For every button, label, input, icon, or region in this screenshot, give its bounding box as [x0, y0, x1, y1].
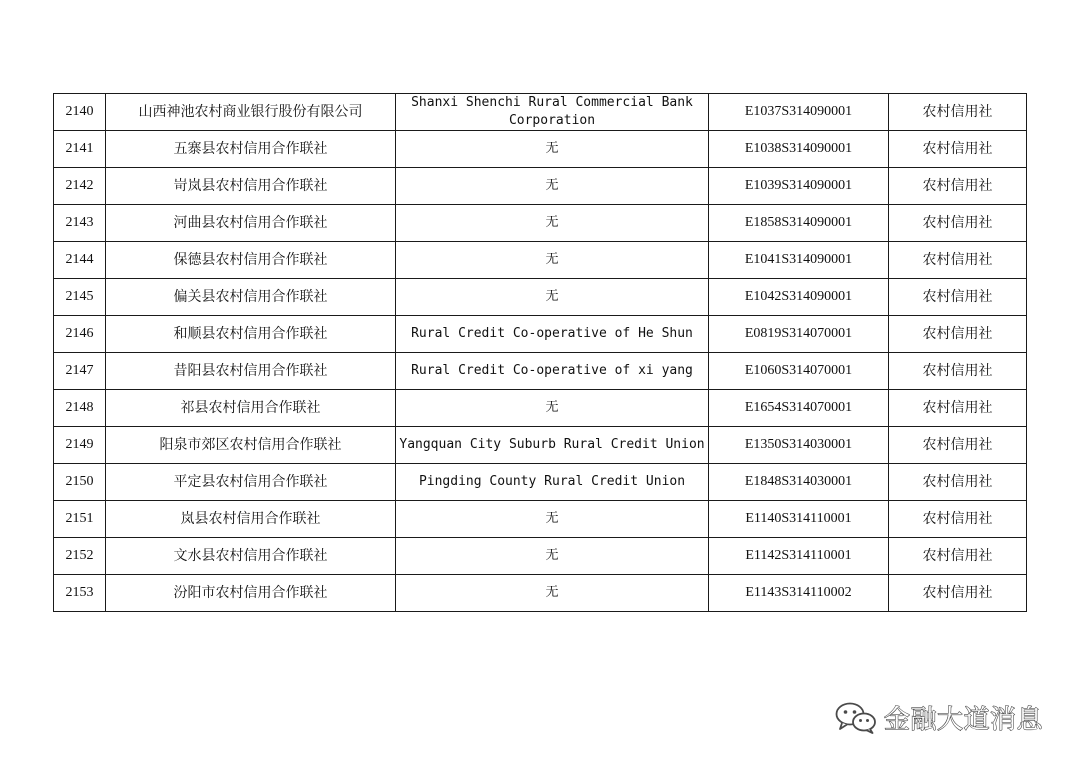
institution-category: 农村信用社 — [889, 427, 1027, 464]
watermark-text: 金融大道消息 — [884, 704, 1044, 735]
institution-english-name: 无 — [396, 390, 709, 427]
institution-name: 岢岚县农村信用合作联社 — [106, 168, 396, 205]
institution-code: E1654S314070001 — [709, 390, 889, 427]
institution-english-name: 无 — [396, 168, 709, 205]
table-row — [54, 168, 1027, 205]
table-row — [54, 205, 1027, 242]
table-row — [54, 501, 1027, 538]
row-number: 2148 — [54, 390, 106, 427]
institution-category: 农村信用社 — [889, 205, 1027, 242]
institution-code: E1350S314030001 — [709, 427, 889, 464]
row-number: 2150 — [54, 464, 106, 501]
institution-english-name: 无 — [396, 205, 709, 242]
row-number: 2145 — [54, 279, 106, 316]
institution-code: E1848S314030001 — [709, 464, 889, 501]
institution-english-name: Yangquan City Suburb Rural Credit Union — [396, 427, 709, 464]
table-row — [54, 538, 1027, 575]
row-number: 2149 — [54, 427, 106, 464]
institution-name: 汾阳市农村信用合作联社 — [106, 575, 396, 612]
institution-code: E1140S314110001 — [709, 501, 889, 538]
institution-english-name: Pingding County Rural Credit Union — [396, 464, 709, 501]
institution-name: 平定县农村信用合作联社 — [106, 464, 396, 501]
institution-english-name: Shanxi Shenchi Rural Commercial Bank Corporation — [396, 94, 709, 131]
institution-category: 农村信用社 — [889, 242, 1027, 279]
institution-category: 农村信用社 — [889, 94, 1027, 131]
institution-english-name: 无 — [396, 538, 709, 575]
table-row — [54, 242, 1027, 279]
institution-table-body — [54, 94, 1027, 612]
institution-english-name: 无 — [396, 242, 709, 279]
institution-table — [53, 93, 1027, 612]
institution-category: 农村信用社 — [889, 131, 1027, 168]
institution-name: 文水县农村信用合作联社 — [106, 538, 396, 575]
institution-code: E1037S314090001 — [709, 94, 889, 131]
institution-name: 偏关县农村信用合作联社 — [106, 279, 396, 316]
institution-code: E1038S314090001 — [709, 131, 889, 168]
row-number: 2141 — [54, 131, 106, 168]
institution-code: E1060S314070001 — [709, 353, 889, 390]
row-number: 2152 — [54, 538, 106, 575]
institution-code: E0819S314070001 — [709, 316, 889, 353]
institution-code: E1042S314090001 — [709, 279, 889, 316]
institution-category: 农村信用社 — [889, 575, 1027, 612]
institution-name: 山西神池农村商业银行股份有限公司 — [106, 94, 396, 131]
table-row — [54, 94, 1027, 131]
institution-category: 农村信用社 — [889, 316, 1027, 353]
institution-name: 保德县农村信用合作联社 — [106, 242, 396, 279]
row-number: 2146 — [54, 316, 106, 353]
table-row — [54, 316, 1027, 353]
table-row — [54, 427, 1027, 464]
institution-english-name: 无 — [396, 501, 709, 538]
row-number: 2144 — [54, 242, 106, 279]
row-number: 2142 — [54, 168, 106, 205]
institution-name: 祁县农村信用合作联社 — [106, 390, 396, 427]
table-row — [54, 279, 1027, 316]
institution-category: 农村信用社 — [889, 464, 1027, 501]
institution-code: E1039S314090001 — [709, 168, 889, 205]
institution-category: 农村信用社 — [889, 501, 1027, 538]
table-row — [54, 131, 1027, 168]
institution-category: 农村信用社 — [889, 353, 1027, 390]
table-row — [54, 390, 1027, 427]
table-row — [54, 464, 1027, 501]
institution-category: 农村信用社 — [889, 168, 1027, 205]
institution-name: 阳泉市郊区农村信用合作联社 — [106, 427, 396, 464]
row-number: 2151 — [54, 501, 106, 538]
institution-english-name: 无 — [396, 131, 709, 168]
institution-name: 五寨县农村信用合作联社 — [106, 131, 396, 168]
institution-english-name: 无 — [396, 279, 709, 316]
watermark — [834, 697, 1043, 737]
institution-english-name: Rural Credit Co-operative of He Shun — [396, 316, 709, 353]
wechat-icon — [834, 700, 878, 734]
institution-category: 农村信用社 — [889, 390, 1027, 427]
institution-name: 岚县农村信用合作联社 — [106, 501, 396, 538]
institution-code: E1142S314110001 — [709, 538, 889, 575]
institution-name: 昔阳县农村信用合作联社 — [106, 353, 396, 390]
row-number: 2147 — [54, 353, 106, 390]
row-number: 2143 — [54, 205, 106, 242]
table-row — [54, 353, 1027, 390]
institution-name: 和顺县农村信用合作联社 — [106, 316, 396, 353]
institution-english-name: 无 — [396, 575, 709, 612]
institution-name: 河曲县农村信用合作联社 — [106, 205, 396, 242]
institution-code: E1041S314090001 — [709, 242, 889, 279]
institution-category: 农村信用社 — [889, 279, 1027, 316]
table-row — [54, 575, 1027, 612]
institution-english-name: Rural Credit Co-operative of xi yang — [396, 353, 709, 390]
row-number: 2140 — [54, 94, 106, 131]
institution-category: 农村信用社 — [889, 538, 1027, 575]
institution-code: E1143S314110002 — [709, 575, 889, 612]
row-number: 2153 — [54, 575, 106, 612]
institution-code: E1858S314090001 — [709, 205, 889, 242]
